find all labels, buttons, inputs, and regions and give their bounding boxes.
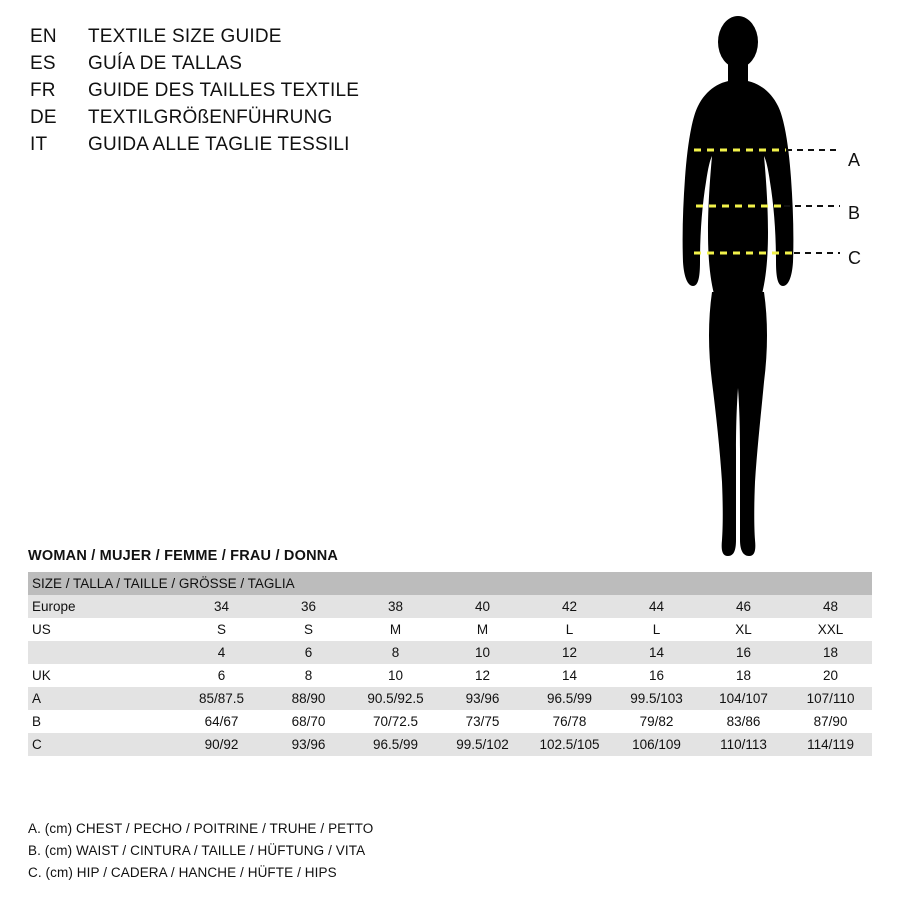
cell: 99.5/103 [630, 691, 683, 706]
row-label [28, 641, 176, 664]
body-silhouette-icon [683, 16, 794, 556]
cell: 96.5/99 [372, 737, 419, 752]
table-row [28, 710, 872, 733]
title-lang-code: FR [30, 80, 56, 101]
title-block [30, 26, 650, 161]
cell: 6 [217, 668, 226, 683]
measure-label-b: B [848, 203, 861, 223]
legend-block [28, 818, 628, 884]
cell: 12 [474, 668, 491, 683]
legend-line-b: B. (cm) WAIST / CINTURA / TAILLE / HÜFTUNG / VITA [28, 843, 366, 858]
cell: 8 [304, 668, 313, 683]
cell: 79/82 [639, 714, 674, 729]
table-group-title: WOMAN / MUJER / FEMME / FRAU / DONNA [28, 548, 339, 564]
cell: XXL [817, 622, 844, 637]
title-row [30, 80, 650, 107]
cell: 16 [735, 645, 752, 660]
cell: 18 [823, 645, 839, 660]
cell: 93/96 [291, 737, 326, 752]
cell: 99.5/102 [456, 737, 509, 752]
title-text: GUIDA ALLE TAGLIE TESSILI [88, 134, 350, 155]
cell: 104/107 [719, 691, 768, 706]
row-label: US [32, 622, 51, 637]
title-text: GUIDE DES TAILLES TEXTILE [88, 80, 360, 101]
cell: 73/75 [465, 714, 500, 729]
cell: 16 [648, 668, 665, 683]
cell: 8 [391, 645, 400, 660]
cell: 20 [823, 668, 839, 683]
cell: 38 [387, 599, 404, 614]
cell: 44 [648, 599, 665, 614]
cell: M [476, 622, 489, 637]
table-header-cell: SIZE / TALLA / TAILLE / GRÖSSE / TAGLIA [32, 576, 295, 591]
cell: S [303, 622, 313, 637]
cell: 114/119 [807, 737, 854, 752]
cell: 83/86 [726, 714, 761, 729]
cell: L [565, 622, 574, 637]
cell: 87/90 [813, 714, 848, 729]
cell: 107/110 [806, 691, 855, 706]
cell: 102.5/105 [539, 737, 600, 752]
cell: 68/70 [291, 714, 326, 729]
title-row [30, 107, 650, 134]
cell: 12 [561, 645, 578, 660]
cell: M [389, 622, 402, 637]
female-silhouette-figure [650, 10, 890, 570]
title-text: TEXTILGRÖßENFÜHRUNG [88, 107, 333, 128]
cell: 46 [735, 599, 752, 614]
row-label: UK [32, 668, 51, 683]
table-row [28, 664, 872, 687]
cell: 85/87.5 [198, 691, 245, 706]
silhouette-svg [650, 10, 890, 570]
cell: 48 [823, 599, 839, 614]
table-header-row [28, 572, 872, 595]
cell: S [216, 622, 226, 637]
title-lang-code: IT [30, 134, 48, 155]
table-row [28, 733, 872, 756]
cell: XL [735, 622, 752, 637]
cell: 4 [217, 645, 226, 660]
row-label: A [32, 691, 42, 706]
cell: L [652, 622, 661, 637]
legend-line-c: C. (cm) HIP / CADERA / HANCHE / HÜFTE / HIPS [28, 865, 337, 880]
cell: 6 [304, 645, 313, 660]
cell: 42 [561, 599, 578, 614]
cell: 18 [735, 668, 752, 683]
title-row [30, 53, 650, 80]
cell: 70/72.5 [372, 714, 419, 729]
cell: 88/90 [291, 691, 326, 706]
table-row [28, 687, 872, 710]
cell: 96.5/99 [546, 691, 593, 706]
title-lang-code: EN [30, 26, 57, 47]
title-text: GUÍA DE TALLAS [88, 53, 243, 74]
cell: 34 [213, 599, 230, 614]
cell: 14 [648, 645, 665, 660]
row-label: B [32, 714, 42, 729]
cell: 90/92 [204, 737, 239, 752]
title-row [30, 134, 650, 161]
cell: 110/113 [720, 737, 767, 752]
cell: 76/78 [552, 714, 587, 729]
row-label: C [32, 737, 42, 752]
measure-label-a: A [848, 150, 861, 170]
legend-line-a: A. (cm) CHEST / PECHO / POITRINE / TRUHE / PETTO [28, 821, 374, 836]
cell: 106/109 [632, 737, 681, 752]
size-table-section [28, 548, 872, 756]
title-row [30, 26, 650, 53]
cell: 93/96 [465, 691, 500, 706]
cell: 64/67 [204, 714, 239, 729]
table-row [28, 618, 872, 641]
cell: 14 [561, 668, 578, 683]
cell: 36 [300, 599, 317, 614]
table-row [28, 641, 872, 664]
measure-label-c: C [848, 248, 861, 268]
row-label: Europe [32, 599, 76, 614]
title-lang-code: ES [30, 53, 56, 74]
title-text: TEXTILE SIZE GUIDE [88, 26, 282, 47]
cell: 90.5/92.5 [367, 691, 424, 706]
table-row [28, 595, 872, 618]
cell: 40 [474, 599, 491, 614]
cell: 10 [474, 645, 491, 660]
size-table [28, 572, 872, 756]
title-lang-code: DE [30, 107, 57, 128]
cell: 10 [387, 668, 404, 683]
